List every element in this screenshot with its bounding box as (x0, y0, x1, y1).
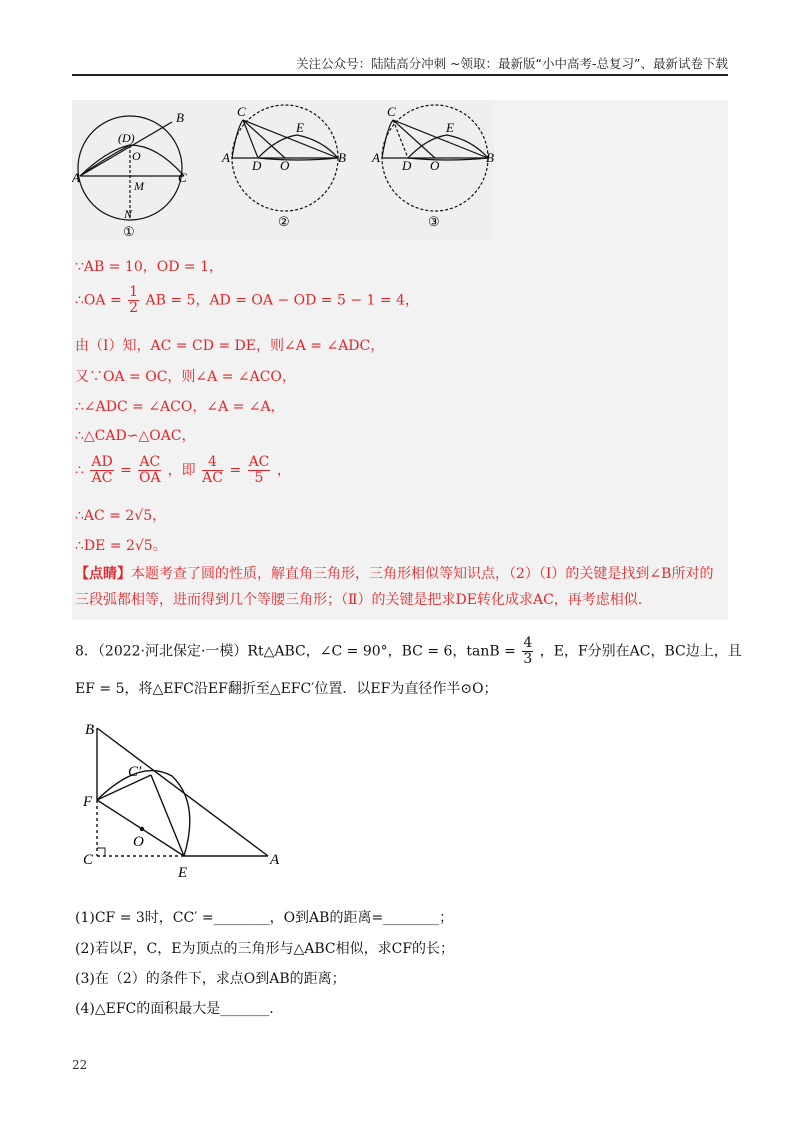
fig3-label-C: C (387, 104, 396, 119)
fraction-one-half: $\frac{1}{2}$ (129, 284, 139, 316)
solution-line-7: ∴ $\frac{AD}{AC}$ = $\frac{AC}{OA}$ ，即 $\frac{4}{AC}$ = $\frac{AC}{5}$ ， (75, 454, 291, 486)
subquestion-4: (4)△EFC的面积最大是_______. (75, 1001, 274, 1017)
solution-line-6: ∴△CAD∽△OAC， (75, 428, 196, 444)
fig2-label-C: C (237, 104, 246, 119)
fraction-ac-oa: $\frac{AC}{OA}$ (138, 454, 161, 486)
header-text: 关注公众号：陆陆高分冲刺 ~领取：最新版“小中高考-总复习”、最新试卷下载 (296, 56, 728, 71)
fig3-label-E: E (446, 120, 454, 135)
page-number: 22 (72, 1058, 88, 1072)
fig1-label-N: N (124, 207, 133, 221)
fig3-label-D: D (402, 158, 412, 173)
solution-line-2: ∴OA = $\frac{1}{2}$ AB = 5，AD = OA − OD = 5 − 1 = 4， (75, 284, 419, 316)
fig2-label-A: A (222, 150, 230, 165)
tip-label: 【点睛】 (75, 566, 131, 582)
fig1-label-M: M (134, 179, 144, 193)
tip-text: 本题考查了圆的性质，解直角三角形，三角形相似等知识点，（2）（Ⅰ）的关键是找到∠B所对的三段弧都相等，进而得到几个等腰三角形；（Ⅱ）的关键是把求DE转化成求AC，再考虑相似. (75, 566, 714, 608)
fig2-caption: ② (278, 214, 290, 229)
solution-line-9: ∴DE = 2√5。 (75, 538, 167, 554)
subquestion-1: (1)CF = 3时，CC′ =________，O到AB的距离=________； (75, 910, 454, 926)
fig1-label-A: A (72, 170, 80, 185)
solution-line-8: ∴AC = 2√5， (75, 508, 167, 524)
label-c-prime: C′ (128, 764, 142, 780)
circle-figures (72, 100, 494, 240)
tip-note (75, 561, 725, 613)
fraction-ac-5: $\frac{AC}{5}$ (248, 454, 270, 486)
fig1-caption: ① (123, 224, 135, 239)
fig3-label-B: B (486, 150, 494, 165)
label-e: E (178, 865, 188, 881)
fig3-caption: ③ (428, 214, 440, 229)
solution-line-5: ∴∠ADC = ∠ACO，∠A = ∠A， (75, 399, 285, 415)
fig1-label-B: B (176, 110, 184, 125)
fig1-label-C: C (178, 170, 187, 185)
fig1-label-O: O (132, 149, 141, 163)
label-a: A (270, 852, 280, 868)
solution-line-4: 又∵OA = OC，则∠A = ∠ACO， (75, 369, 296, 385)
question-intro: 8．（2022·河北保定·一模）Rt△ABC，∠C = 90°，BC = 6，tanB = $\frac{4}{3}$ ，E，F分别在AC，BC边上，且 (75, 635, 742, 667)
question-line-2: EF = 5，将△EFC沿EF翻折至△EFC′位置．以EF为直径作半⊙O； (75, 681, 498, 697)
page-header (72, 54, 728, 76)
solution-line-1: ∵AB = 10，OD = 1， (75, 259, 223, 275)
fig1-label-D: (D) (118, 131, 135, 145)
segment-ab (97, 728, 268, 856)
label-c: C (83, 852, 94, 868)
tan-fraction: $\frac{4}{3}$ (523, 635, 533, 667)
fig2-label-B: B (338, 150, 346, 165)
segment-c1e (151, 775, 184, 856)
fraction-4-ac: $\frac{4}{AC}$ (202, 454, 223, 486)
triangle-figure (80, 718, 280, 883)
solution-line-3: 由（Ⅰ）知，AC = CD = DE，则∠A = ∠ADC， (75, 338, 385, 354)
fig2-label-E: E (296, 120, 304, 135)
label-f: F (83, 794, 93, 810)
label-b: B (85, 722, 95, 738)
fraction-ad-ac: $\frac{AD}{AC}$ (91, 454, 113, 486)
fig3-label-O: O (430, 158, 440, 173)
label-o: O (133, 834, 144, 850)
fig2-label-D: D (252, 158, 262, 173)
circle-figures-svg (72, 100, 494, 240)
point-o (140, 827, 144, 831)
fig2-label-O: O (280, 158, 290, 173)
subquestion-3: (3)在（2）的条件下，求点O到AB的距离； (75, 971, 346, 987)
fig3-label-A: A (372, 150, 380, 165)
subquestion-2: (2)若以F，C，E为顶点的三角形与△ABC相似，求CF的长； (75, 941, 455, 957)
